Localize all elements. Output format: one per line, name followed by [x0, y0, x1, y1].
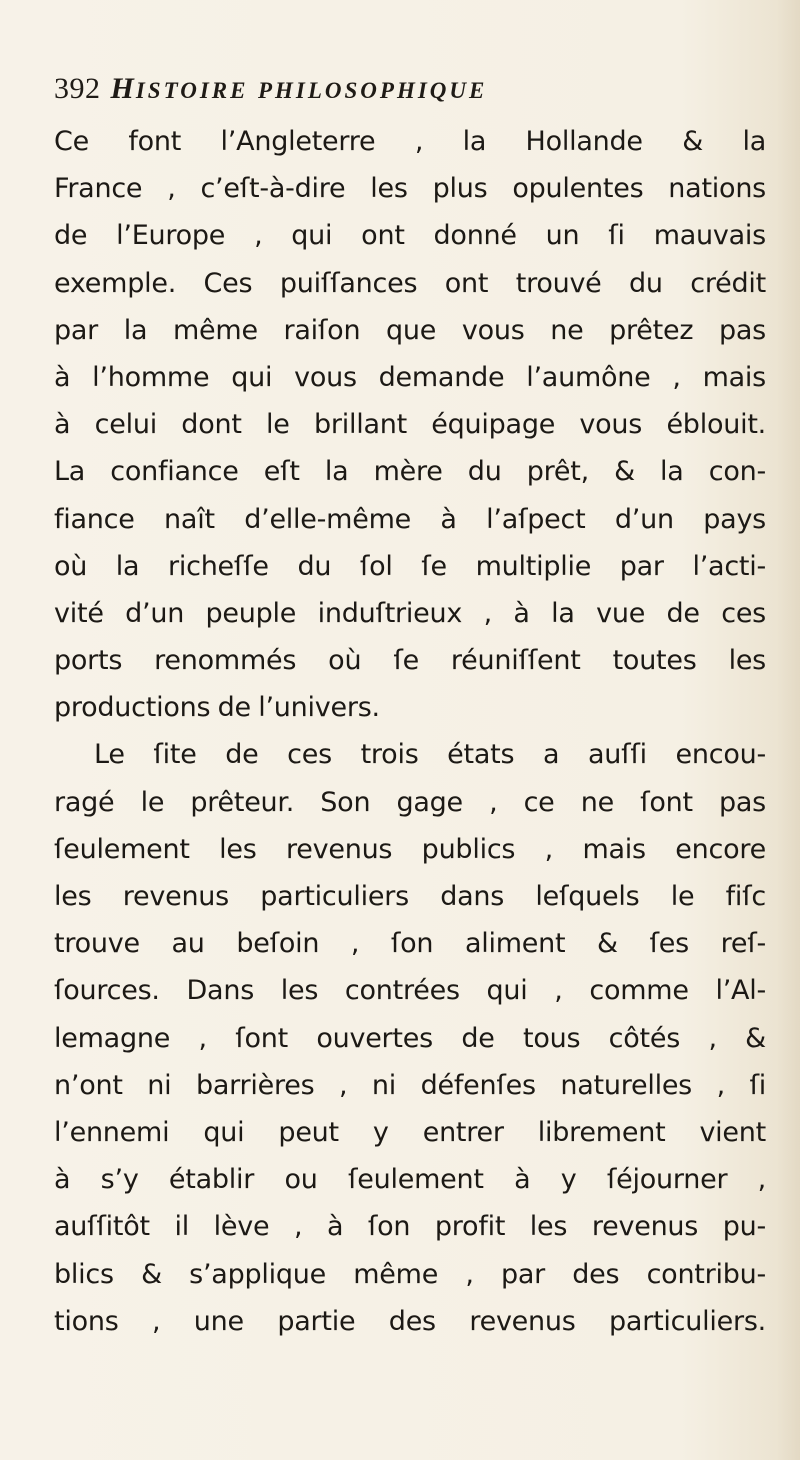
text-line: trouve au beſoin , ſon aliment & ſes reſ- [54, 928, 766, 960]
text-line: de l’Europe , qui ont donné un ſi mauvais [54, 220, 766, 252]
text-line: les revenus particuliers dans leſquels le fiſc [54, 881, 766, 912]
text-line: auſſitôt il lève , à ſon profit les revenus pu- [54, 1211, 766, 1243]
running-title-word-2: PHILOSOPHIQUE [257, 78, 488, 103]
text-line: vité d’un peuple induſtrieux , à la vue de ces [54, 597, 766, 629]
page-number: 392 [54, 72, 101, 105]
body-text [54, 118, 766, 1345]
text-line: ports renommés où ſe réuniſſent toutes les [54, 645, 766, 677]
text-line: à l’homme qui vous demande l’aumône , mais [54, 361, 766, 393]
running-header [54, 72, 754, 118]
running-title [111, 72, 488, 105]
text-line: à celui dont le brillant équipage vous éblouit. [54, 409, 766, 441]
text-line: n’ont ni barrières , ni défenſes naturelles , ſi [54, 1069, 766, 1101]
text-line: La confiance eſt la mère du prêt, & la con- [54, 456, 766, 488]
text-line: Ce font l’Angleterre , la Hollande & la [54, 126, 766, 157]
text-line: France , c’eſt-à-dire les plus opulentes nations [54, 173, 766, 205]
text-line: fiance naît d’elle-même à l’aſpect d’un pays [54, 503, 766, 535]
text-line: où la richeſſe du ſol ſe multiplie par l’acti- [54, 550, 766, 582]
text-line: productions de l’univers. [54, 692, 380, 724]
running-title-word-1: ISTOIRE [135, 78, 249, 103]
text-line: à s’y établir ou ſeulement à y ſéjourner , [54, 1164, 766, 1196]
text-line: exemple. Ces puiſſances ont trouvé du crédit [54, 267, 766, 299]
paragraph-start-line: Le ſite de ces trois états a auſſi encou- [94, 739, 766, 771]
text-line: lemagne , ſont ouvertes de tous côtés , & [54, 1022, 766, 1054]
text-line: ſources. Dans les contrées qui , comme l’Al- [54, 975, 766, 1007]
text-line: blics & s’applique même , par des contribu- [54, 1258, 766, 1290]
text-line: par la même raiſon que vous ne prêtez pas [54, 314, 766, 346]
text-line: ſeulement les revenus publics , mais encore [54, 833, 766, 865]
text-line: ragé le prêteur. Son gage , ce ne ſont pas [54, 786, 766, 818]
text-line: tions , une partie des revenus particuliers. [54, 1305, 766, 1337]
text-line: l’ennemi qui peut y entrer librement vient [54, 1116, 766, 1148]
running-title-initial: H [110, 72, 136, 105]
